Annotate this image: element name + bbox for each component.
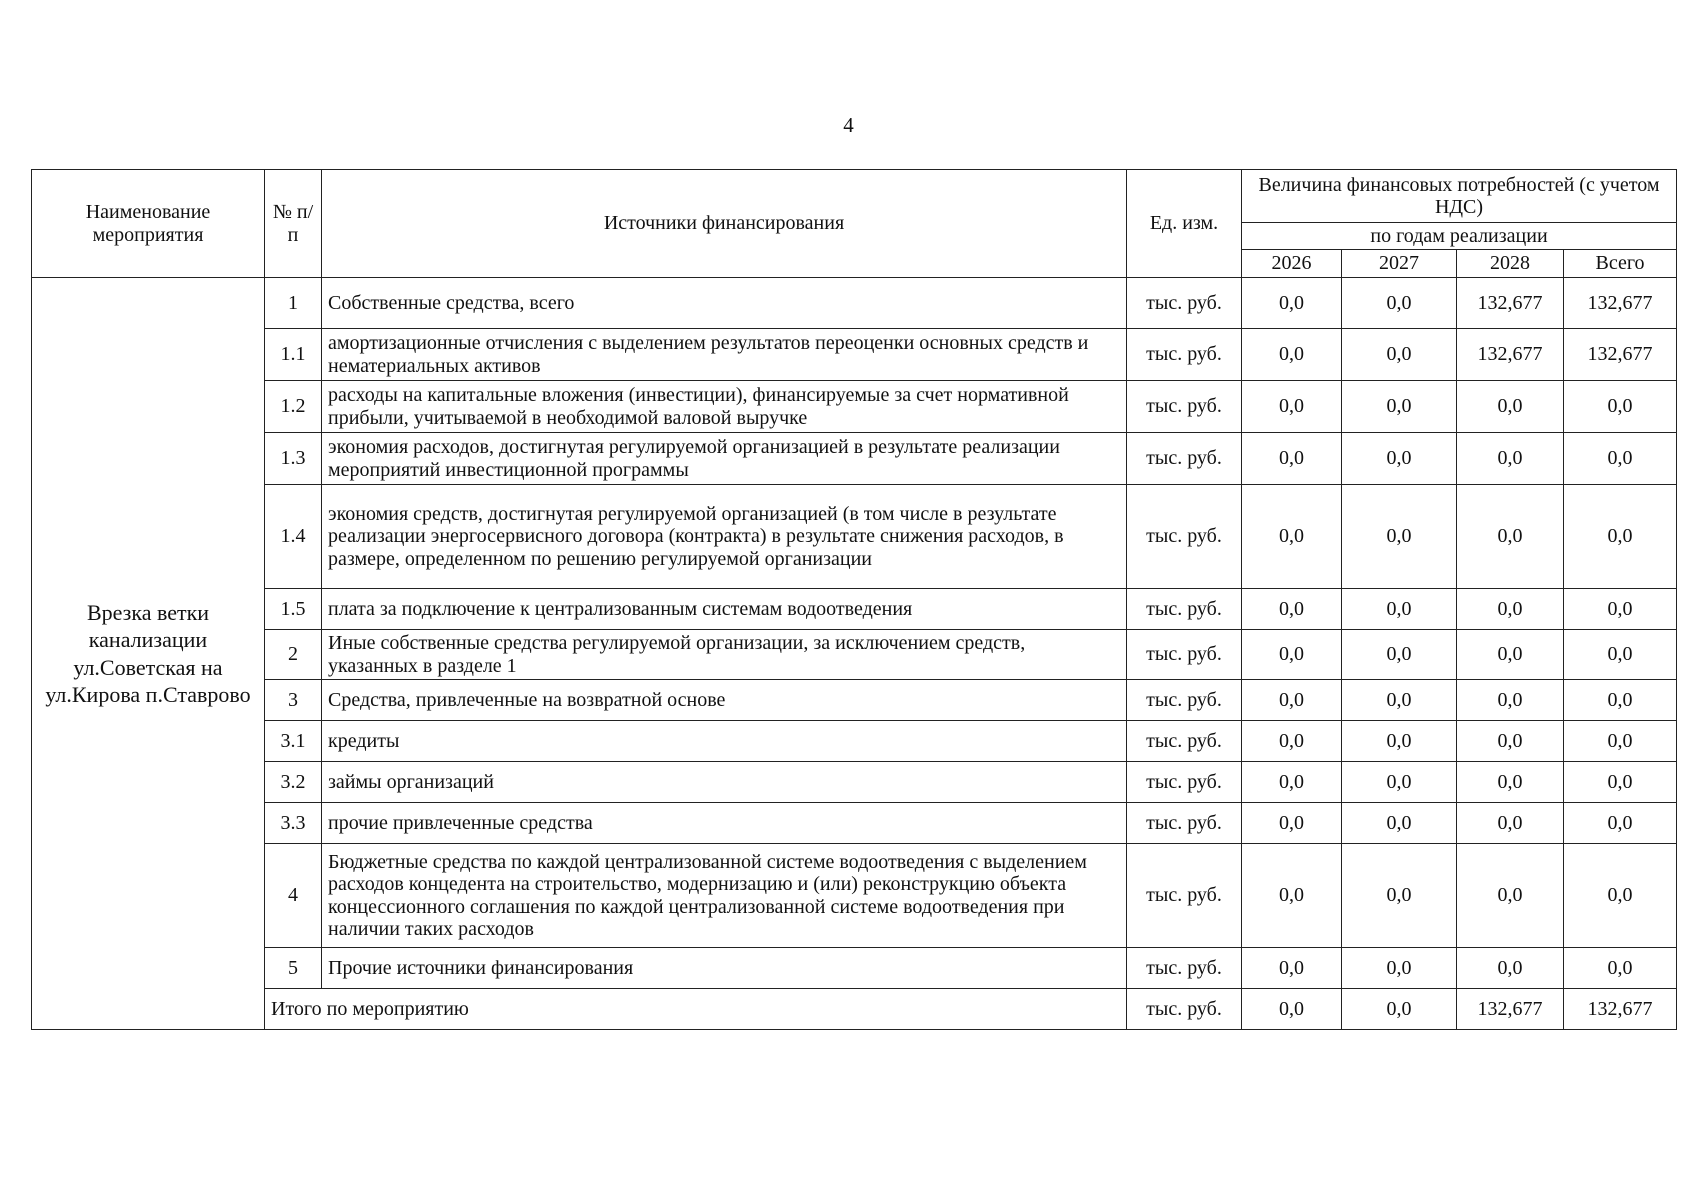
year-value: 0,0: [1242, 721, 1342, 762]
row-number: 1.3: [265, 433, 322, 485]
year-value: 0,0: [1242, 762, 1342, 803]
row-number: 3: [265, 680, 322, 721]
year-value: 0,0: [1342, 589, 1457, 630]
row-number: 3.1: [265, 721, 322, 762]
unit-cell: тыс. руб.: [1127, 485, 1242, 589]
year-value: 0,0: [1342, 381, 1457, 433]
page-number: 4: [843, 113, 854, 137]
year-value: 0,0: [1242, 948, 1342, 989]
financing-source: Прочие источники финансирования: [322, 948, 1127, 989]
year-value: 0,0: [1342, 329, 1457, 381]
unit-cell: тыс. руб.: [1127, 329, 1242, 381]
row-number: 3.2: [265, 762, 322, 803]
row-total-value: 0,0: [1564, 485, 1677, 589]
financing-source: займы организаций: [322, 762, 1127, 803]
header-total: Всего: [1564, 250, 1677, 278]
year-value: 0,0: [1242, 844, 1342, 948]
unit-cell: тыс. руб.: [1127, 630, 1242, 680]
year-value: 0,0: [1342, 680, 1457, 721]
unit-cell: тыс. руб.: [1127, 844, 1242, 948]
row-total-value: 132,677: [1564, 329, 1677, 381]
row-total-value: 132,677: [1564, 278, 1677, 329]
unit-cell: тыс. руб.: [1127, 948, 1242, 989]
year-value: 0,0: [1457, 680, 1564, 721]
financing-source: кредиты: [322, 721, 1127, 762]
header-unit: Ед. изм.: [1127, 170, 1242, 278]
measure-name: Врезка ветки канализации ул.Советская на ул.Кирова п.Ставрово: [32, 278, 265, 1030]
total-value: 132,677: [1564, 989, 1677, 1030]
year-value: 0,0: [1242, 680, 1342, 721]
year-value: 0,0: [1242, 433, 1342, 485]
header-measure: Наименование мероприятия: [32, 170, 265, 278]
total-row: [32, 989, 1677, 1030]
year-value: 0,0: [1457, 948, 1564, 989]
header-year: 2028: [1457, 250, 1564, 278]
row-total-value: 0,0: [1564, 721, 1677, 762]
row-number: 1.2: [265, 381, 322, 433]
total-value: 0,0: [1242, 989, 1342, 1030]
header-year: 2027: [1342, 250, 1457, 278]
financing-table: [31, 169, 1677, 1030]
financing-source: прочие привлеченные средства: [322, 803, 1127, 844]
unit-cell: тыс. руб.: [1127, 589, 1242, 630]
row-total-value: 0,0: [1564, 630, 1677, 680]
year-value: 0,0: [1342, 278, 1457, 329]
table-body: [32, 278, 1677, 1030]
row-number: 5: [265, 948, 322, 989]
year-value: 0,0: [1457, 485, 1564, 589]
year-value: 0,0: [1342, 762, 1457, 803]
year-value: 0,0: [1342, 433, 1457, 485]
row-total-value: 0,0: [1564, 803, 1677, 844]
year-value: 0,0: [1242, 630, 1342, 680]
financing-source: экономия расходов, достигнутая регулируемой организацией в результате реализации мероприятий инвестиционной программы: [322, 433, 1127, 485]
table-row: [32, 721, 1677, 762]
year-value: 0,0: [1342, 630, 1457, 680]
table-row: [32, 329, 1677, 381]
year-value: 0,0: [1242, 485, 1342, 589]
table-row: [32, 630, 1677, 680]
header-sources: Источники финансирования: [322, 170, 1127, 278]
year-value: 0,0: [1457, 630, 1564, 680]
year-value: 0,0: [1342, 485, 1457, 589]
row-number: 1.5: [265, 589, 322, 630]
year-value: 0,0: [1342, 803, 1457, 844]
total-value: 0,0: [1342, 989, 1457, 1030]
financing-source: экономия средств, достигнутая регулируемой организацией (в том числе в результате реализации энергосервисного договора (контракта) в результате снижения расходов, в размере, определенном по решению регулируемой организации: [322, 485, 1127, 589]
total-value: 132,677: [1457, 989, 1564, 1030]
table-row: [32, 762, 1677, 803]
year-value: 0,0: [1457, 844, 1564, 948]
table-row: [32, 948, 1677, 989]
year-value: 0,0: [1242, 381, 1342, 433]
year-value: 132,677: [1457, 329, 1564, 381]
table-row: [32, 278, 1677, 329]
table-row: [32, 680, 1677, 721]
year-value: 0,0: [1342, 948, 1457, 989]
row-total-value: 0,0: [1564, 433, 1677, 485]
unit-cell: тыс. руб.: [1127, 278, 1242, 329]
financing-source: плата за подключение к централизованным системам водоотведения: [322, 589, 1127, 630]
unit-cell: тыс. руб.: [1127, 433, 1242, 485]
row-number: 1.4: [265, 485, 322, 589]
year-value: 0,0: [1342, 721, 1457, 762]
year-value: 0,0: [1457, 589, 1564, 630]
year-value: 0,0: [1457, 381, 1564, 433]
row-total-value: 0,0: [1564, 381, 1677, 433]
row-number: 1: [265, 278, 322, 329]
header-year: 2026: [1242, 250, 1342, 278]
unit-cell: тыс. руб.: [1127, 381, 1242, 433]
year-value: 0,0: [1242, 329, 1342, 381]
financing-source: Собственные средства, всего: [322, 278, 1127, 329]
year-value: 132,677: [1457, 278, 1564, 329]
unit-cell: тыс. руб.: [1127, 721, 1242, 762]
total-label: Итого по мероприятию: [265, 989, 1127, 1030]
row-number: 1.1: [265, 329, 322, 381]
table-row: [32, 589, 1677, 630]
row-number: 4: [265, 844, 322, 948]
year-value: 0,0: [1457, 803, 1564, 844]
year-value: 0,0: [1242, 589, 1342, 630]
row-total-value: 0,0: [1564, 948, 1677, 989]
table-row: [32, 844, 1677, 948]
header-need: Величина финансовых потребностей (с учетом НДС): [1242, 170, 1677, 223]
year-value: 0,0: [1342, 844, 1457, 948]
row-total-value: 0,0: [1564, 680, 1677, 721]
row-total-value: 0,0: [1564, 589, 1677, 630]
header-num: № п/п: [265, 170, 322, 278]
financing-source: Средства, привлеченные на возвратной основе: [322, 680, 1127, 721]
row-total-value: 0,0: [1564, 762, 1677, 803]
row-number: 2: [265, 630, 322, 680]
year-value: 0,0: [1457, 433, 1564, 485]
financing-source: Бюджетные средства по каждой централизованной системе водоотведения с выделением расходов концедента на строительство, модернизацию и (или) реконструкцию объекта концессионного соглашения по каждой централизованной системе водоотведения при наличии таких расходов: [322, 844, 1127, 948]
unit-cell: тыс. руб.: [1127, 989, 1242, 1030]
financing-source: расходы на капитальные вложения (инвестиции), финансируемые за счет нормативной прибыли, учитываемой в необходимой валовой выручке: [322, 381, 1127, 433]
table-row: [32, 433, 1677, 485]
year-value: 0,0: [1242, 803, 1342, 844]
unit-cell: тыс. руб.: [1127, 680, 1242, 721]
year-value: 0,0: [1457, 721, 1564, 762]
year-value: 0,0: [1242, 278, 1342, 329]
table-row: [32, 803, 1677, 844]
year-value: 0,0: [1457, 762, 1564, 803]
table-row: [32, 381, 1677, 433]
unit-cell: тыс. руб.: [1127, 762, 1242, 803]
header-by-years: по годам реализации: [1242, 223, 1677, 250]
table-row: [32, 485, 1677, 589]
unit-cell: тыс. руб.: [1127, 803, 1242, 844]
row-total-value: 0,0: [1564, 844, 1677, 948]
row-number: 3.3: [265, 803, 322, 844]
financing-source: амортизационные отчисления с выделением результатов переоценки основных средств и нематериальных активов: [322, 329, 1127, 381]
financing-source: Иные собственные средства регулируемой организации, за исключением средств, указанных в разделе 1: [322, 630, 1127, 680]
